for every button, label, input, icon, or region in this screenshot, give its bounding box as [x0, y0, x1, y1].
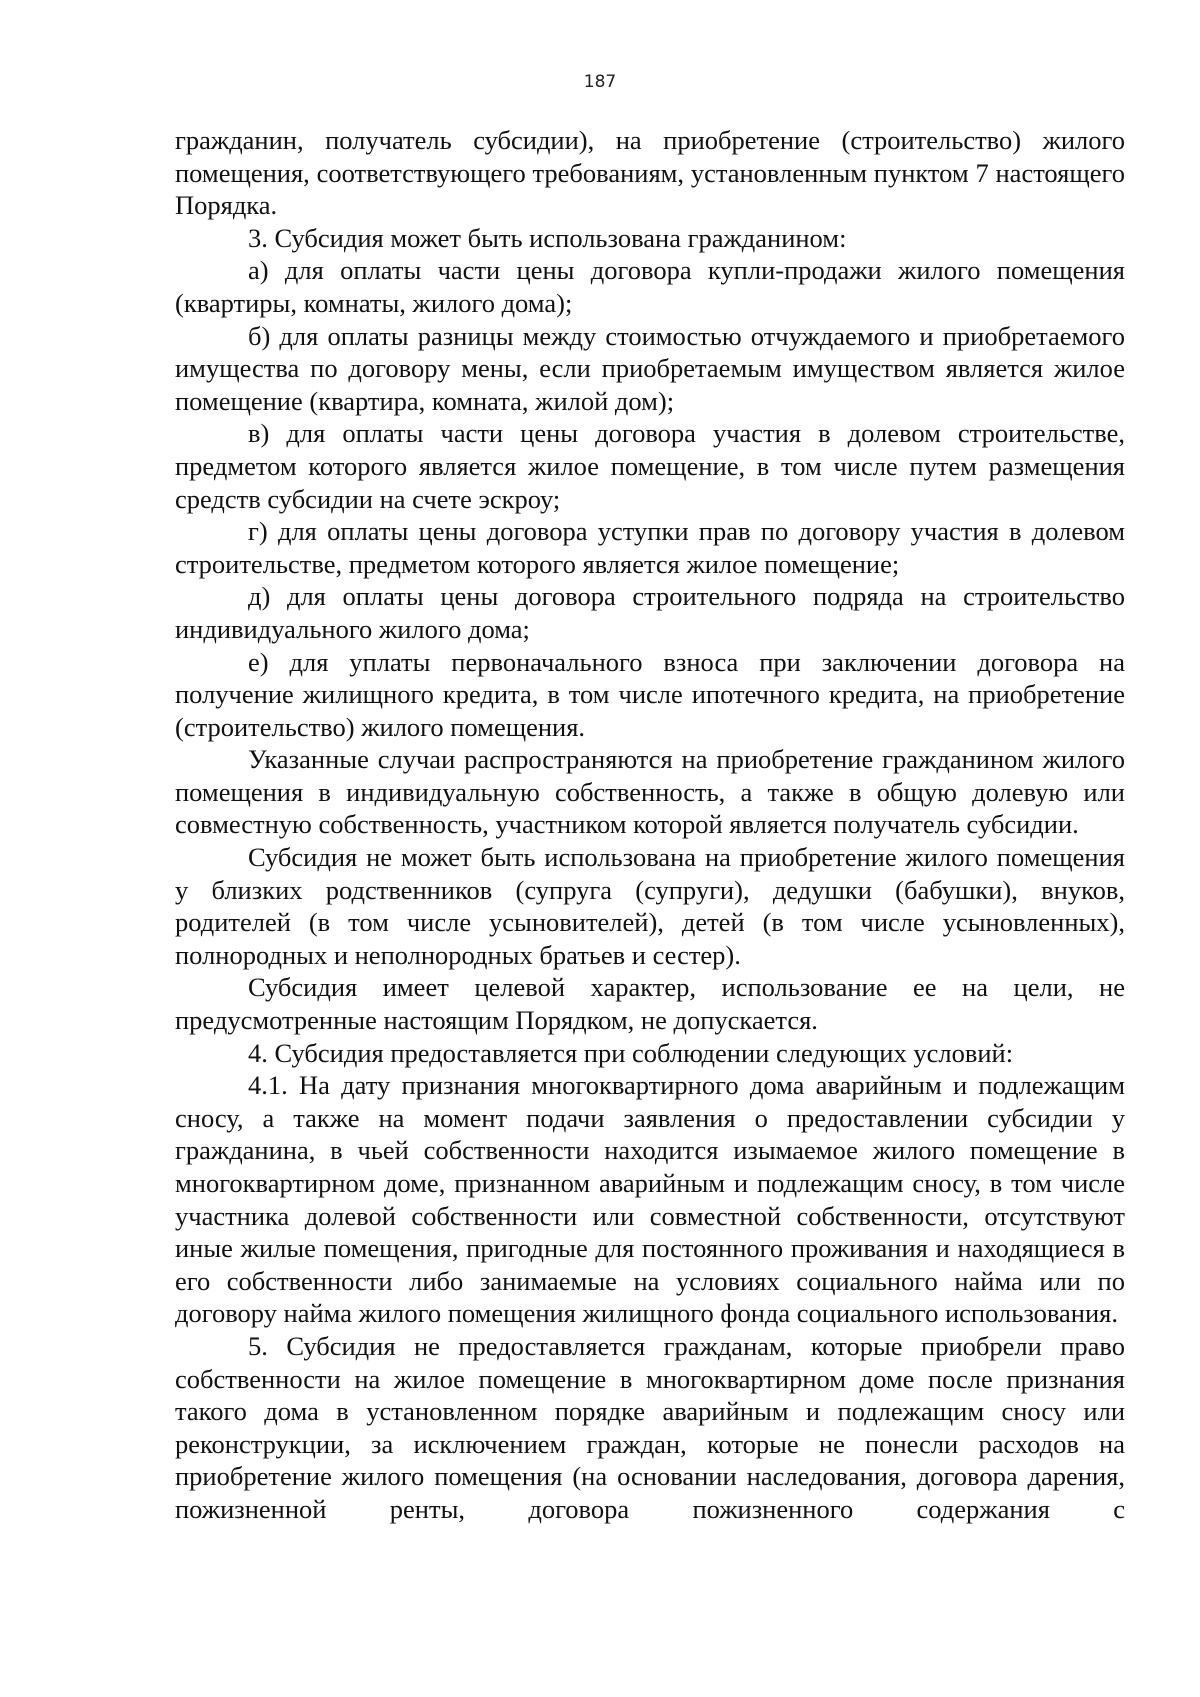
paragraph-item-3a: а) для оплаты части цены договора купли-продажи жилого помещения (квартиры, комнаты, жилого дома); [175, 255, 1125, 318]
paragraph-targeted-purpose: Субсидия имеет целевой характер, использование ее на цели, не предусмотренные настоящим Порядком, не допускается. [175, 972, 1125, 1036]
paragraph-item-5: 5. Субсидия не предоставляется гражданам, которые приобрели право собственности на жилое помещение в многоквартирном доме после признания такого дома в установленном порядке аварийным и подлежащим сносу или реконструкции, за исключением граждан, которые не понесли расходов на приобретение жилого помещения (на основании наследования, договора дарения, пожизненной ренты, договора пожизненного содержания с [175, 1330, 1125, 1524]
paragraph-item-3d: д) для оплаты цены договора строительного подряда на строительство индивидуального жилого дома; [175, 581, 1125, 644]
paragraph-item-3g: г) для оплаты цены договора уступки прав по договору участия в долевом строительстве, предметом которого является жилое помещение; [175, 516, 1125, 579]
paragraph-item-3e: е) для уплаты первоначального взноса при заключении договора на получение жилищного кредита, в том числе ипотечного кредита, на приобретение (строительство) жилого помещения. [175, 646, 1125, 742]
paragraph-item-3: 3. Субсидия может быть использована гражданином: [248, 222, 847, 253]
page-number: 187 [583, 72, 617, 92]
paragraph-cases-scope: Указанные случаи распространяются на приобретение гражданином жилого помещения в индивидуальную собственность, а также в общую долевую или совместную собственность, участником которой является получатель субсидии. [175, 744, 1125, 840]
paragraph-continuation: гражданин, получатель субсидии), на приобретение (строительство) жилого помещения, соответствующего требованиям, установленным пунктом 7 настоящего Порядка. [175, 125, 1125, 221]
paragraph-item-3b: б) для оплаты разницы между стоимостью отчуждаемого и приобретаемого имущества по договору мены, если приобретаемым имуществом является жилое помещение (квартира, комната, жилой дом); [175, 320, 1125, 416]
paragraph-item-3v: в) для оплаты части цены договора участия в долевом строительстве, предметом которого является жилое помещение, в том числе путем размещения средств субсидии на счете эскроу; [175, 418, 1125, 514]
paragraph-item-4: 4. Субсидия предоставляется при соблюдении следующих условий: [248, 1037, 1014, 1068]
document-body [175, 124, 1125, 1526]
paragraph-relatives-exclusion: Субсидия не может быть использована на приобретение жилого помещения у близких родственников (супруга (супруги), дедушки (бабушки), внуков, родителей (в том числе усыновителей), детей (в том числе усыновленных), полнородных и неполнородных братьев и сестер). [175, 842, 1125, 970]
paragraph-item-4-1: 4.1. На дату признания многоквартирного дома аварийным и подлежащим сносу, а также на момент подачи заявления о предоставлении субсидии у гражданина, в чьей собственности находится изымаемое жилого помещение в многоквартирном доме, признанном аварийным и подлежащим сносу, в том числе участника долевой собственности или совместной собственности, отсутствуют иные жилые помещения, пригодные для постоянного проживания и находящиеся в его собственности либо занимаемые на условиях социального найма или по договору найма жилого помещения жилищного фонда социального использования. [175, 1070, 1125, 1329]
